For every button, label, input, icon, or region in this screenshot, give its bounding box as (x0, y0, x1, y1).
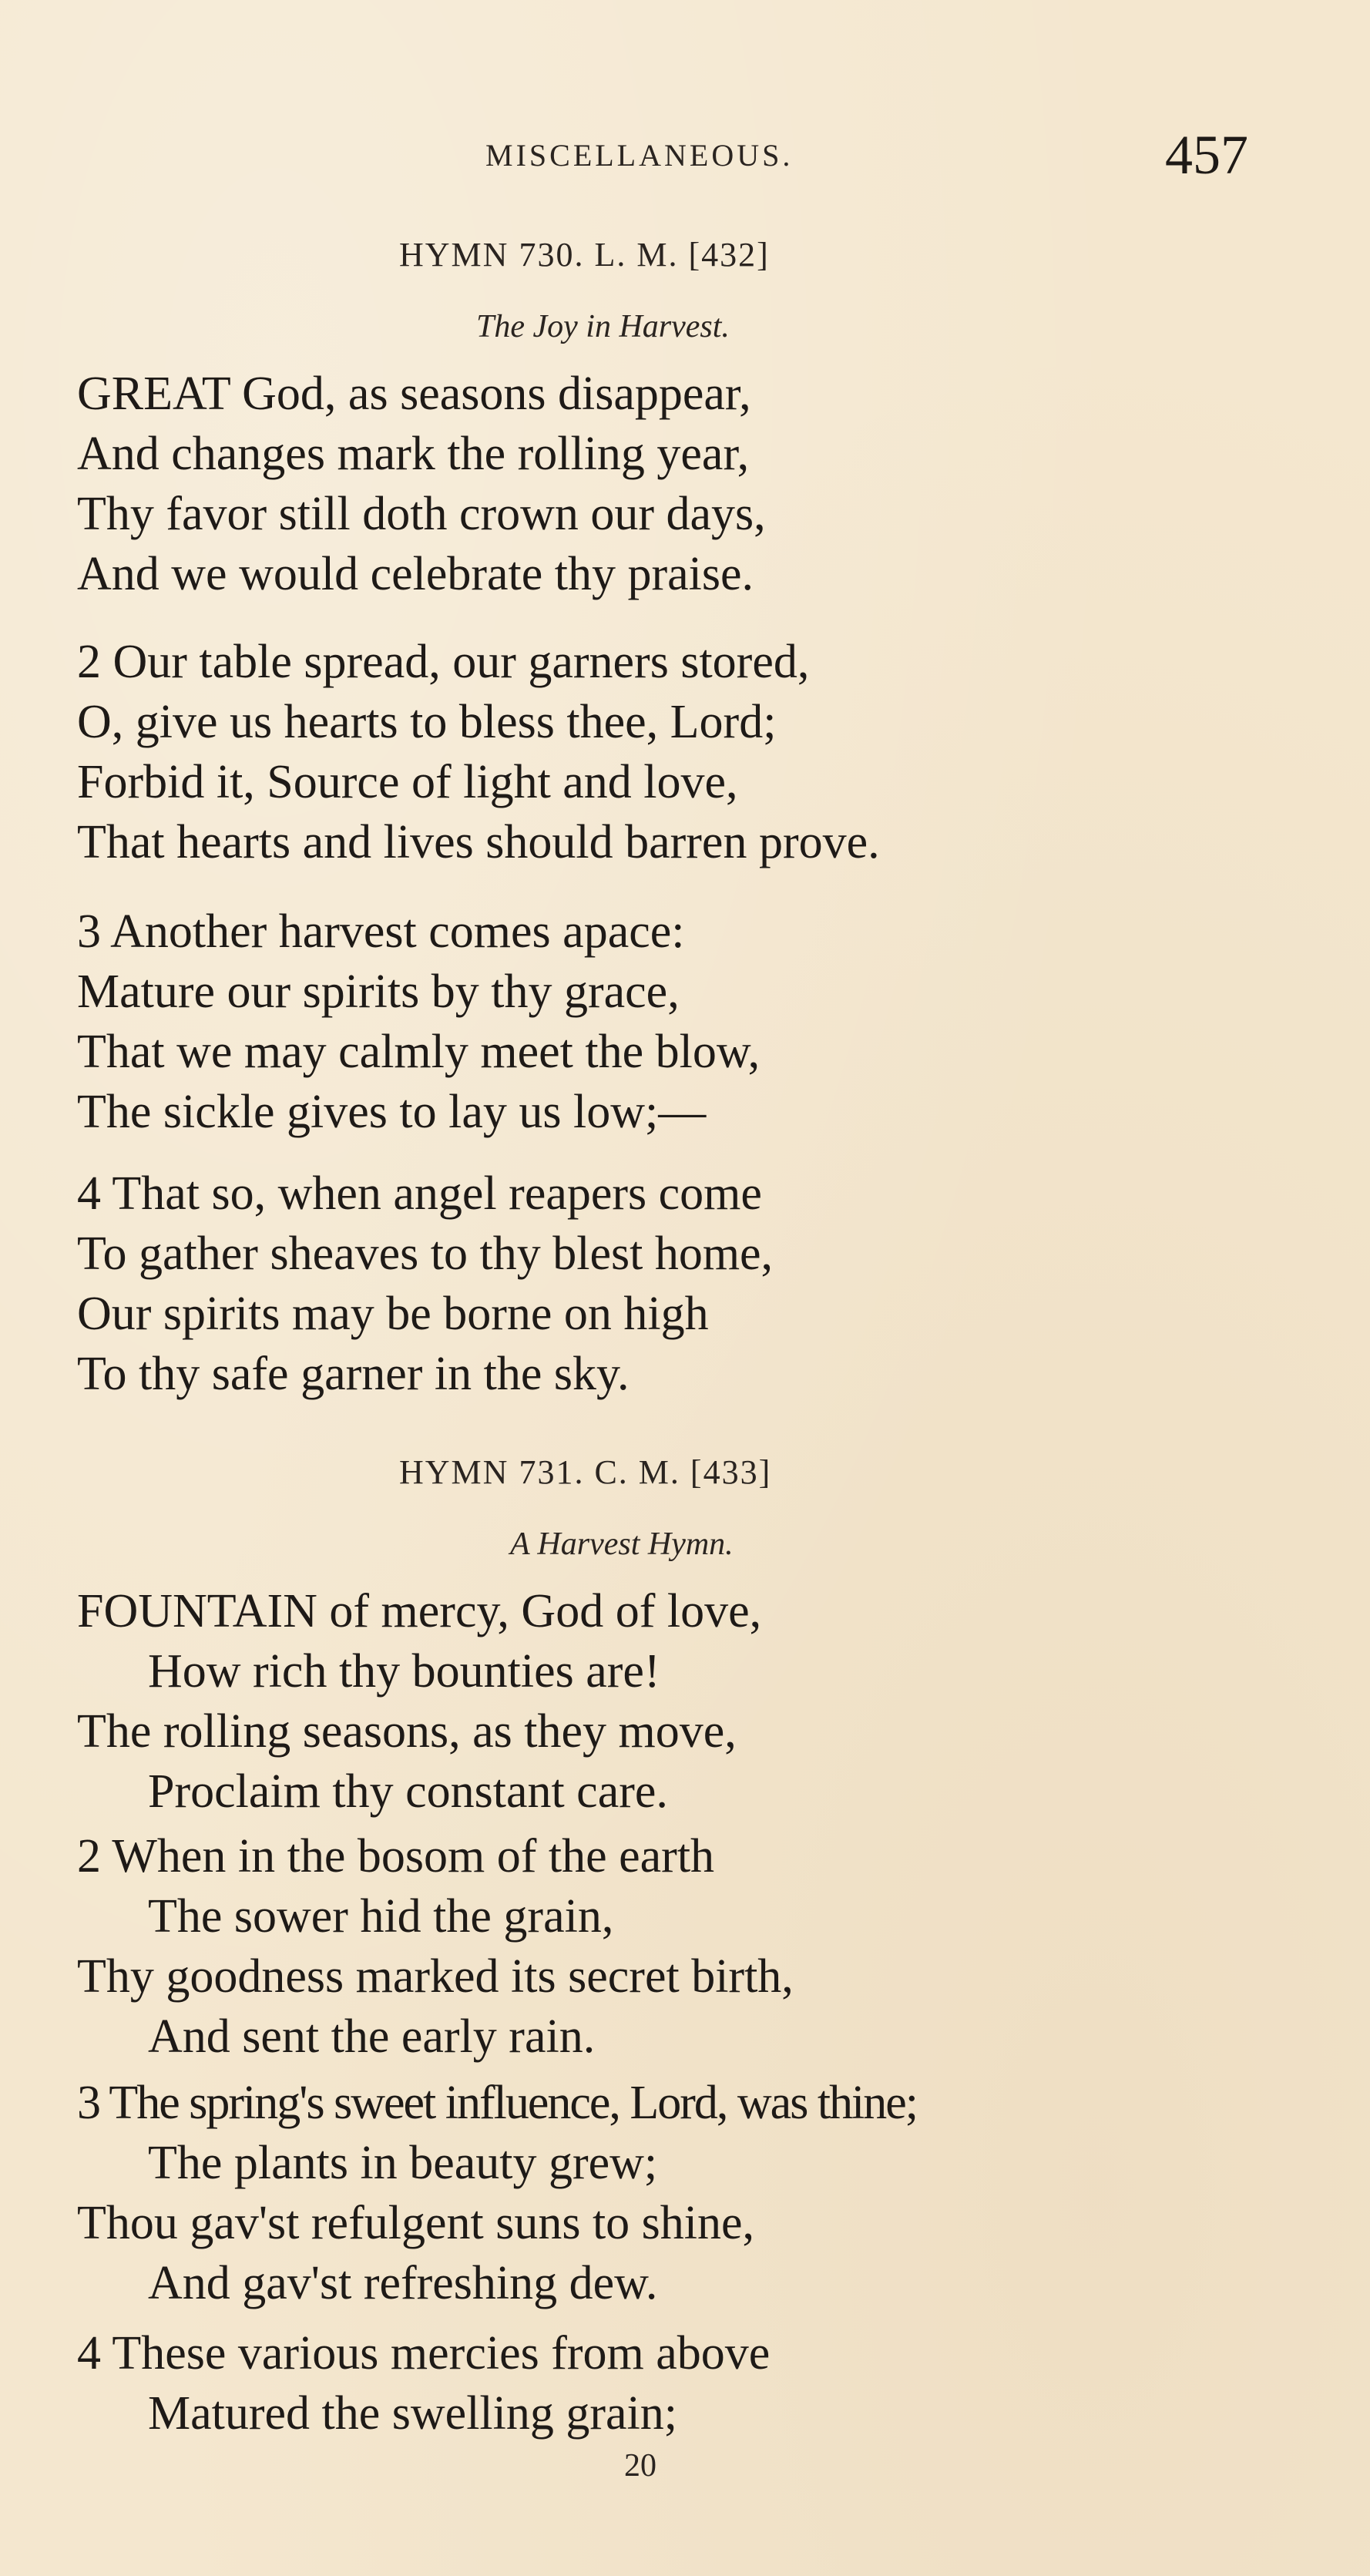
verse-line: That we may calmly meet the blow, (77, 1026, 761, 1078)
verse-line: And gav'st refreshing dew. (148, 2257, 658, 2309)
verse-line: 2 When in the bosom of the earth (77, 1830, 715, 1882)
page-number: 457 (1165, 124, 1248, 186)
hymn-subtitle: A Harvest Hymn. (510, 1526, 734, 1562)
signature-mark: 20 (624, 2448, 656, 2484)
verse-line: And changes mark the rolling year, (77, 428, 750, 480)
verse-line: 3 Another harvest comes apace: (77, 905, 685, 958)
hymn-subtitle: The Joy in Harvest. (476, 309, 730, 344)
verse-line: FOUNTAIN of mercy, God of love, (77, 1585, 762, 1637)
verse-line: The sower hid the grain, (148, 1890, 614, 1943)
hymn-heading: HYMN 731. C. M. [433] (399, 1453, 772, 1491)
running-head: MISCELLANEOUS. (485, 138, 794, 173)
verse-line: Thou gav'st refulgent suns to shine, (77, 2197, 755, 2249)
verse-line: The sickle gives to lay us low;— (77, 1086, 707, 1138)
verse-line: To gather sheaves to thy blest home, (77, 1228, 774, 1280)
verse-line: Proclaim thy constant care. (148, 1765, 668, 1818)
verse-line: Mature our spirits by thy grace, (77, 966, 680, 1018)
verse-line: Thy goodness marked its secret birth, (77, 1950, 794, 2003)
stanza (77, 1581, 761, 1822)
stanza (77, 2073, 917, 2313)
verse-line: How rich thy bounties are! (148, 1645, 660, 1698)
verse-line: And we would celebrate thy praise. (77, 548, 754, 600)
stanza (77, 2323, 770, 2443)
verse-line: 4 That so, when angel reapers come (77, 1167, 762, 1220)
stanza (77, 902, 760, 1142)
stanza (77, 1164, 773, 1404)
verse-line: 3 The spring's sweet influence, Lord, was thine; (77, 2077, 918, 2129)
stanza (77, 364, 766, 604)
verse-line: Our spirits may be borne on high (77, 1288, 709, 1340)
verse-line: The plants in beauty grew; (148, 2137, 658, 2189)
verse-line: That hearts and lives should barren prove. (77, 816, 880, 868)
verse-line: To thy safe garner in the sky. (77, 1348, 630, 1400)
verse-line: Forbid it, Source of light and love, (77, 756, 738, 808)
verse-line: 4 These various mercies from above (77, 2327, 771, 2380)
verse-line: 2 Our table spread, our garners stored, (77, 636, 810, 688)
verse-line: The rolling seasons, as they move, (77, 1705, 737, 1758)
verse-line: And sent the early rain. (148, 2010, 596, 2063)
stanza (77, 632, 880, 872)
verse-line: GREAT God, as seasons disappear, (77, 368, 751, 420)
verse-line: Thy favor still doth crown our days, (77, 488, 766, 540)
verse-line: O, give us hearts to bless thee, Lord; (77, 696, 777, 748)
verse-line: Matured the swelling grain; (148, 2387, 677, 2440)
hymn-heading: HYMN 730. L. M. [432] (399, 236, 770, 274)
stanza (77, 1826, 794, 2067)
